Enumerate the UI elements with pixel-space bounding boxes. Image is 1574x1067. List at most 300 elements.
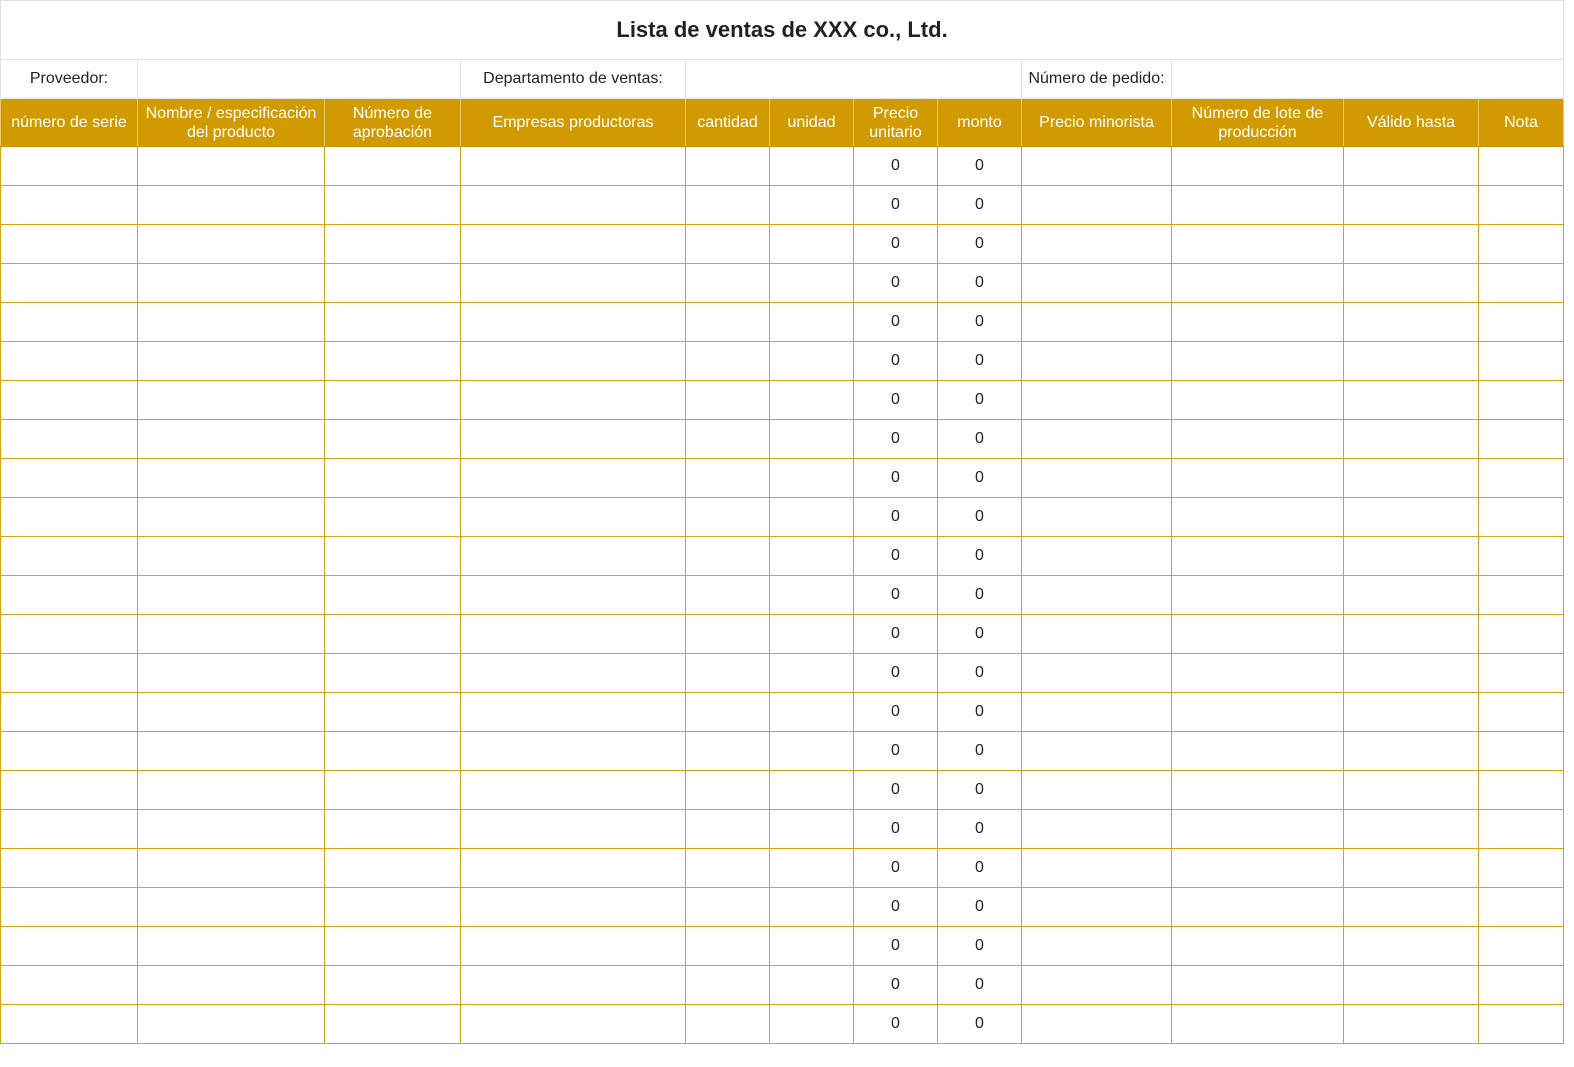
cell-retail-price[interactable] [1022, 966, 1172, 1005]
cell-unit[interactable] [770, 810, 854, 849]
cell-serial-number[interactable] [1, 147, 138, 186]
cell-amount[interactable]: 0 [938, 381, 1022, 420]
table-row [1, 342, 1564, 381]
cell-product-name[interactable] [138, 225, 325, 264]
cell-valid-until[interactable] [1344, 225, 1479, 264]
cell-unit[interactable] [770, 927, 854, 966]
cell-quantity[interactable] [686, 771, 770, 810]
cell-batch-number[interactable] [1172, 264, 1344, 303]
cell-retail-price[interactable] [1022, 771, 1172, 810]
supplier-field[interactable] [138, 60, 461, 99]
cell-valid-until[interactable] [1344, 927, 1479, 966]
cell-approval-number[interactable] [325, 381, 461, 420]
cell-product-name[interactable] [138, 459, 325, 498]
cell-quantity[interactable] [686, 810, 770, 849]
cell-quantity[interactable] [686, 615, 770, 654]
cell-note[interactable] [1479, 225, 1564, 264]
cell-note[interactable] [1479, 732, 1564, 771]
cell-approval-number[interactable] [325, 732, 461, 771]
cell-quantity[interactable] [686, 342, 770, 381]
cell-quantity[interactable] [686, 420, 770, 459]
cell-valid-until[interactable] [1344, 303, 1479, 342]
header-serial-number[interactable]: número de serie [1, 99, 138, 147]
cell-unit[interactable] [770, 849, 854, 888]
cell-serial-number[interactable] [1, 615, 138, 654]
cell-approval-number[interactable] [325, 810, 461, 849]
cell-unit-price[interactable]: 0 [854, 1005, 938, 1044]
cell-retail-price[interactable] [1022, 810, 1172, 849]
cell-batch-number[interactable] [1172, 1005, 1344, 1044]
cell-unit-price[interactable]: 0 [854, 693, 938, 732]
cell-batch-number[interactable] [1172, 966, 1344, 1005]
cell-amount[interactable]: 0 [938, 654, 1022, 693]
cell-amount[interactable]: 0 [938, 342, 1022, 381]
cell-retail-price[interactable] [1022, 147, 1172, 186]
cell-quantity[interactable] [686, 888, 770, 927]
cell-note[interactable] [1479, 693, 1564, 732]
cell-note[interactable] [1479, 342, 1564, 381]
cell-product-name[interactable] [138, 381, 325, 420]
cell-product-name[interactable] [138, 186, 325, 225]
cell-retail-price[interactable] [1022, 615, 1172, 654]
cell-unit[interactable] [770, 225, 854, 264]
cell-unit-price[interactable]: 0 [854, 537, 938, 576]
cell-unit[interactable] [770, 381, 854, 420]
cell-unit-price[interactable]: 0 [854, 264, 938, 303]
cell-valid-until[interactable] [1344, 498, 1479, 537]
cell-amount[interactable]: 0 [938, 459, 1022, 498]
cell-unit-price[interactable]: 0 [854, 810, 938, 849]
header-batch-number[interactable]: Número de lote de producción [1172, 99, 1344, 147]
header-unit[interactable]: unidad [770, 99, 854, 147]
cell-unit[interactable] [770, 966, 854, 1005]
cell-valid-until[interactable] [1344, 342, 1479, 381]
cell-serial-number[interactable] [1, 927, 138, 966]
cell-product-name[interactable] [138, 927, 325, 966]
cell-amount[interactable]: 0 [938, 264, 1022, 303]
cell-unit-price[interactable]: 0 [854, 225, 938, 264]
cell-serial-number[interactable] [1, 654, 138, 693]
cell-producer[interactable] [461, 537, 686, 576]
cell-amount[interactable]: 0 [938, 693, 1022, 732]
cell-producer[interactable] [461, 576, 686, 615]
cell-approval-number[interactable] [325, 264, 461, 303]
cell-serial-number[interactable] [1, 849, 138, 888]
cell-note[interactable] [1479, 498, 1564, 537]
cell-retail-price[interactable] [1022, 264, 1172, 303]
cell-retail-price[interactable] [1022, 849, 1172, 888]
cell-unit-price[interactable]: 0 [854, 342, 938, 381]
cell-note[interactable] [1479, 147, 1564, 186]
cell-valid-until[interactable] [1344, 654, 1479, 693]
cell-approval-number[interactable] [325, 225, 461, 264]
cell-producer[interactable] [461, 264, 686, 303]
order-number-field[interactable] [1172, 60, 1564, 99]
cell-retail-price[interactable] [1022, 732, 1172, 771]
cell-product-name[interactable] [138, 654, 325, 693]
cell-approval-number[interactable] [325, 420, 461, 459]
cell-amount[interactable]: 0 [938, 615, 1022, 654]
cell-unit-price[interactable]: 0 [854, 732, 938, 771]
sales-department-field[interactable] [686, 60, 1022, 99]
cell-retail-price[interactable] [1022, 888, 1172, 927]
cell-note[interactable] [1479, 810, 1564, 849]
cell-amount[interactable]: 0 [938, 303, 1022, 342]
cell-valid-until[interactable] [1344, 459, 1479, 498]
cell-unit-price[interactable]: 0 [854, 147, 938, 186]
cell-batch-number[interactable] [1172, 576, 1344, 615]
cell-product-name[interactable] [138, 615, 325, 654]
cell-valid-until[interactable] [1344, 849, 1479, 888]
cell-producer[interactable] [461, 771, 686, 810]
cell-serial-number[interactable] [1, 459, 138, 498]
cell-quantity[interactable] [686, 303, 770, 342]
cell-approval-number[interactable] [325, 576, 461, 615]
cell-retail-price[interactable] [1022, 342, 1172, 381]
cell-unit-price[interactable]: 0 [854, 966, 938, 1005]
table-row [1, 1005, 1564, 1044]
cell-amount[interactable]: 0 [938, 927, 1022, 966]
cell-batch-number[interactable] [1172, 186, 1344, 225]
cell-note[interactable] [1479, 459, 1564, 498]
cell-batch-number[interactable] [1172, 732, 1344, 771]
cell-valid-until[interactable] [1344, 615, 1479, 654]
cell-product-name[interactable] [138, 342, 325, 381]
header-quantity[interactable]: cantidad [686, 99, 770, 147]
header-valid-until[interactable]: Válido hasta [1344, 99, 1479, 147]
cell-producer[interactable] [461, 381, 686, 420]
cell-serial-number[interactable] [1, 888, 138, 927]
cell-quantity[interactable] [686, 927, 770, 966]
cell-product-name[interactable] [138, 147, 325, 186]
cell-producer[interactable] [461, 966, 686, 1005]
cell-unit-price[interactable]: 0 [854, 576, 938, 615]
cell-batch-number[interactable] [1172, 459, 1344, 498]
cell-producer[interactable] [461, 810, 686, 849]
cell-note[interactable] [1479, 576, 1564, 615]
cell-serial-number[interactable] [1, 264, 138, 303]
table-row [1, 381, 1564, 420]
cell-batch-number[interactable] [1172, 693, 1344, 732]
cell-quantity[interactable] [686, 1005, 770, 1044]
cell-amount[interactable]: 0 [938, 771, 1022, 810]
cell-amount[interactable]: 0 [938, 420, 1022, 459]
cell-unit[interactable] [770, 771, 854, 810]
cell-retail-price[interactable] [1022, 186, 1172, 225]
cell-unit[interactable] [770, 498, 854, 537]
cell-producer[interactable] [461, 927, 686, 966]
header-approval-number[interactable]: Número de aprobación [325, 99, 461, 147]
cell-quantity[interactable] [686, 732, 770, 771]
cell-retail-price[interactable] [1022, 654, 1172, 693]
cell-unit-price[interactable]: 0 [854, 498, 938, 537]
cell-quantity[interactable] [686, 498, 770, 537]
cell-retail-price[interactable] [1022, 303, 1172, 342]
cell-serial-number[interactable] [1, 576, 138, 615]
cell-product-name[interactable] [138, 420, 325, 459]
cell-quantity[interactable] [686, 693, 770, 732]
cell-unit[interactable] [770, 615, 854, 654]
cell-valid-until[interactable] [1344, 420, 1479, 459]
cell-unit-price[interactable]: 0 [854, 303, 938, 342]
cell-note[interactable] [1479, 888, 1564, 927]
cell-amount[interactable]: 0 [938, 966, 1022, 1005]
cell-producer[interactable] [461, 888, 686, 927]
cell-unit-price[interactable]: 0 [854, 849, 938, 888]
cell-quantity[interactable] [686, 966, 770, 1005]
cell-valid-until[interactable] [1344, 732, 1479, 771]
cell-amount[interactable]: 0 [938, 147, 1022, 186]
cell-product-name[interactable] [138, 537, 325, 576]
cell-batch-number[interactable] [1172, 303, 1344, 342]
cell-unit[interactable] [770, 264, 854, 303]
header-amount[interactable]: monto [938, 99, 1022, 147]
cell-approval-number[interactable] [325, 537, 461, 576]
cell-note[interactable] [1479, 1005, 1564, 1044]
cell-valid-until[interactable] [1344, 1005, 1479, 1044]
cell-batch-number[interactable] [1172, 147, 1344, 186]
table-row [1, 264, 1564, 303]
cell-note[interactable] [1479, 303, 1564, 342]
cell-serial-number[interactable] [1, 810, 138, 849]
cell-amount[interactable]: 0 [938, 732, 1022, 771]
cell-approval-number[interactable] [325, 459, 461, 498]
cell-serial-number[interactable] [1, 186, 138, 225]
cell-amount[interactable]: 0 [938, 498, 1022, 537]
cell-valid-until[interactable] [1344, 693, 1479, 732]
cell-note[interactable] [1479, 537, 1564, 576]
cell-unit[interactable] [770, 303, 854, 342]
cell-retail-price[interactable] [1022, 927, 1172, 966]
cell-quantity[interactable] [686, 537, 770, 576]
cell-unit[interactable] [770, 732, 854, 771]
cell-quantity[interactable] [686, 459, 770, 498]
cell-producer[interactable] [461, 225, 686, 264]
cell-batch-number[interactable] [1172, 810, 1344, 849]
cell-quantity[interactable] [686, 147, 770, 186]
cell-unit[interactable] [770, 1005, 854, 1044]
table-row [1, 420, 1564, 459]
cell-serial-number[interactable] [1, 225, 138, 264]
cell-producer[interactable] [461, 459, 686, 498]
cell-approval-number[interactable] [325, 342, 461, 381]
cell-quantity[interactable] [686, 576, 770, 615]
cell-quantity[interactable] [686, 186, 770, 225]
cell-retail-price[interactable] [1022, 693, 1172, 732]
cell-batch-number[interactable] [1172, 615, 1344, 654]
cell-retail-price[interactable] [1022, 225, 1172, 264]
cell-approval-number[interactable] [325, 498, 461, 537]
cell-batch-number[interactable] [1172, 849, 1344, 888]
cell-approval-number[interactable] [325, 771, 461, 810]
cell-amount[interactable]: 0 [938, 888, 1022, 927]
cell-note[interactable] [1479, 615, 1564, 654]
cell-retail-price[interactable] [1022, 576, 1172, 615]
cell-unit-price[interactable]: 0 [854, 420, 938, 459]
cell-note[interactable] [1479, 654, 1564, 693]
cell-product-name[interactable] [138, 732, 325, 771]
cell-approval-number[interactable] [325, 693, 461, 732]
cell-product-name[interactable] [138, 771, 325, 810]
header-producer[interactable]: Empresas productoras [461, 99, 686, 147]
cell-unit[interactable] [770, 693, 854, 732]
cell-note[interactable] [1479, 849, 1564, 888]
cell-amount[interactable]: 0 [938, 537, 1022, 576]
cell-note[interactable] [1479, 927, 1564, 966]
cell-retail-price[interactable] [1022, 498, 1172, 537]
cell-producer[interactable] [461, 693, 686, 732]
cell-unit-price[interactable]: 0 [854, 459, 938, 498]
cell-note[interactable] [1479, 420, 1564, 459]
cell-unit-price[interactable]: 0 [854, 654, 938, 693]
cell-serial-number[interactable] [1, 342, 138, 381]
cell-serial-number[interactable] [1, 381, 138, 420]
cell-unit-price[interactable]: 0 [854, 888, 938, 927]
cell-producer[interactable] [461, 615, 686, 654]
cell-approval-number[interactable] [325, 1005, 461, 1044]
cell-valid-until[interactable] [1344, 537, 1479, 576]
cell-producer[interactable] [461, 147, 686, 186]
cell-note[interactable] [1479, 966, 1564, 1005]
cell-producer[interactable] [461, 342, 686, 381]
cell-valid-until[interactable] [1344, 264, 1479, 303]
cell-serial-number[interactable] [1, 537, 138, 576]
cell-note[interactable] [1479, 771, 1564, 810]
cell-product-name[interactable] [138, 849, 325, 888]
cell-producer[interactable] [461, 186, 686, 225]
cell-producer[interactable] [461, 849, 686, 888]
cell-unit[interactable] [770, 420, 854, 459]
cell-unit[interactable] [770, 888, 854, 927]
cell-batch-number[interactable] [1172, 654, 1344, 693]
cell-quantity[interactable] [686, 264, 770, 303]
cell-quantity[interactable] [686, 654, 770, 693]
cell-producer[interactable] [461, 732, 686, 771]
cell-product-name[interactable] [138, 693, 325, 732]
cell-amount[interactable]: 0 [938, 1005, 1022, 1044]
cell-valid-until[interactable] [1344, 381, 1479, 420]
header-retail-price[interactable]: Precio minorista [1022, 99, 1172, 147]
cell-quantity[interactable] [686, 849, 770, 888]
cell-product-name[interactable] [138, 264, 325, 303]
cell-unit-price[interactable]: 0 [854, 186, 938, 225]
cell-amount[interactable]: 0 [938, 225, 1022, 264]
cell-producer[interactable] [461, 654, 686, 693]
cell-unit[interactable] [770, 459, 854, 498]
header-product-name[interactable]: Nombre / especificación del producto [138, 99, 325, 147]
cell-unit[interactable] [770, 576, 854, 615]
cell-unit[interactable] [770, 342, 854, 381]
cell-serial-number[interactable] [1, 1005, 138, 1044]
cell-approval-number[interactable] [325, 927, 461, 966]
cell-batch-number[interactable] [1172, 225, 1344, 264]
cell-approval-number[interactable] [325, 849, 461, 888]
cell-batch-number[interactable] [1172, 420, 1344, 459]
cell-retail-price[interactable] [1022, 420, 1172, 459]
cell-unit[interactable] [770, 186, 854, 225]
sheet-title[interactable]: Lista de ventas de XXX co., Ltd. [1, 1, 1564, 60]
cell-product-name[interactable] [138, 888, 325, 927]
cell-retail-price[interactable] [1022, 1005, 1172, 1044]
cell-unit[interactable] [770, 537, 854, 576]
cell-approval-number[interactable] [325, 615, 461, 654]
cell-valid-until[interactable] [1344, 771, 1479, 810]
cell-amount[interactable]: 0 [938, 810, 1022, 849]
cell-approval-number[interactable] [325, 966, 461, 1005]
cell-approval-number[interactable] [325, 888, 461, 927]
cell-serial-number[interactable] [1, 303, 138, 342]
cell-producer[interactable] [461, 420, 686, 459]
cell-amount[interactable]: 0 [938, 186, 1022, 225]
cell-batch-number[interactable] [1172, 927, 1344, 966]
supplier-label: Proveedor: [1, 60, 138, 99]
cell-serial-number[interactable] [1, 498, 138, 537]
cell-quantity[interactable] [686, 381, 770, 420]
cell-unit-price[interactable]: 0 [854, 615, 938, 654]
cell-amount[interactable]: 0 [938, 849, 1022, 888]
cell-approval-number[interactable] [325, 147, 461, 186]
cell-amount[interactable]: 0 [938, 576, 1022, 615]
cell-serial-number[interactable] [1, 771, 138, 810]
cell-batch-number[interactable] [1172, 771, 1344, 810]
cell-approval-number[interactable] [325, 303, 461, 342]
cell-valid-until[interactable] [1344, 810, 1479, 849]
cell-note[interactable] [1479, 264, 1564, 303]
cell-valid-until[interactable] [1344, 186, 1479, 225]
cell-producer[interactable] [461, 303, 686, 342]
cell-producer[interactable] [461, 498, 686, 537]
cell-serial-number[interactable] [1, 693, 138, 732]
cell-note[interactable] [1479, 381, 1564, 420]
cell-retail-price[interactable] [1022, 537, 1172, 576]
table-row [1, 225, 1564, 264]
cell-unit[interactable] [770, 147, 854, 186]
cell-retail-price[interactable] [1022, 459, 1172, 498]
cell-batch-number[interactable] [1172, 342, 1344, 381]
cell-product-name[interactable] [138, 498, 325, 537]
cell-product-name[interactable] [138, 1005, 325, 1044]
cell-serial-number[interactable] [1, 732, 138, 771]
cell-batch-number[interactable] [1172, 888, 1344, 927]
cell-batch-number[interactable] [1172, 498, 1344, 537]
cell-batch-number[interactable] [1172, 381, 1344, 420]
cell-unit-price[interactable]: 0 [854, 927, 938, 966]
cell-quantity[interactable] [686, 225, 770, 264]
cell-product-name[interactable] [138, 576, 325, 615]
cell-unit-price[interactable]: 0 [854, 381, 938, 420]
cell-approval-number[interactable] [325, 186, 461, 225]
cell-product-name[interactable] [138, 810, 325, 849]
cell-valid-until[interactable] [1344, 888, 1479, 927]
cell-product-name[interactable] [138, 303, 325, 342]
cell-retail-price[interactable] [1022, 381, 1172, 420]
cell-valid-until[interactable] [1344, 147, 1479, 186]
cell-product-name[interactable] [138, 966, 325, 1005]
cell-producer[interactable] [461, 1005, 686, 1044]
cell-note[interactable] [1479, 186, 1564, 225]
cell-valid-until[interactable] [1344, 576, 1479, 615]
cell-valid-until[interactable] [1344, 966, 1479, 1005]
cell-unit-price[interactable]: 0 [854, 771, 938, 810]
cell-approval-number[interactable] [325, 654, 461, 693]
header-note[interactable]: Nota [1479, 99, 1564, 147]
cell-serial-number[interactable] [1, 966, 138, 1005]
table-row [1, 147, 1564, 186]
cell-batch-number[interactable] [1172, 537, 1344, 576]
header-unit-price[interactable]: Precio unitario [854, 99, 938, 147]
cell-serial-number[interactable] [1, 420, 138, 459]
cell-unit[interactable] [770, 654, 854, 693]
